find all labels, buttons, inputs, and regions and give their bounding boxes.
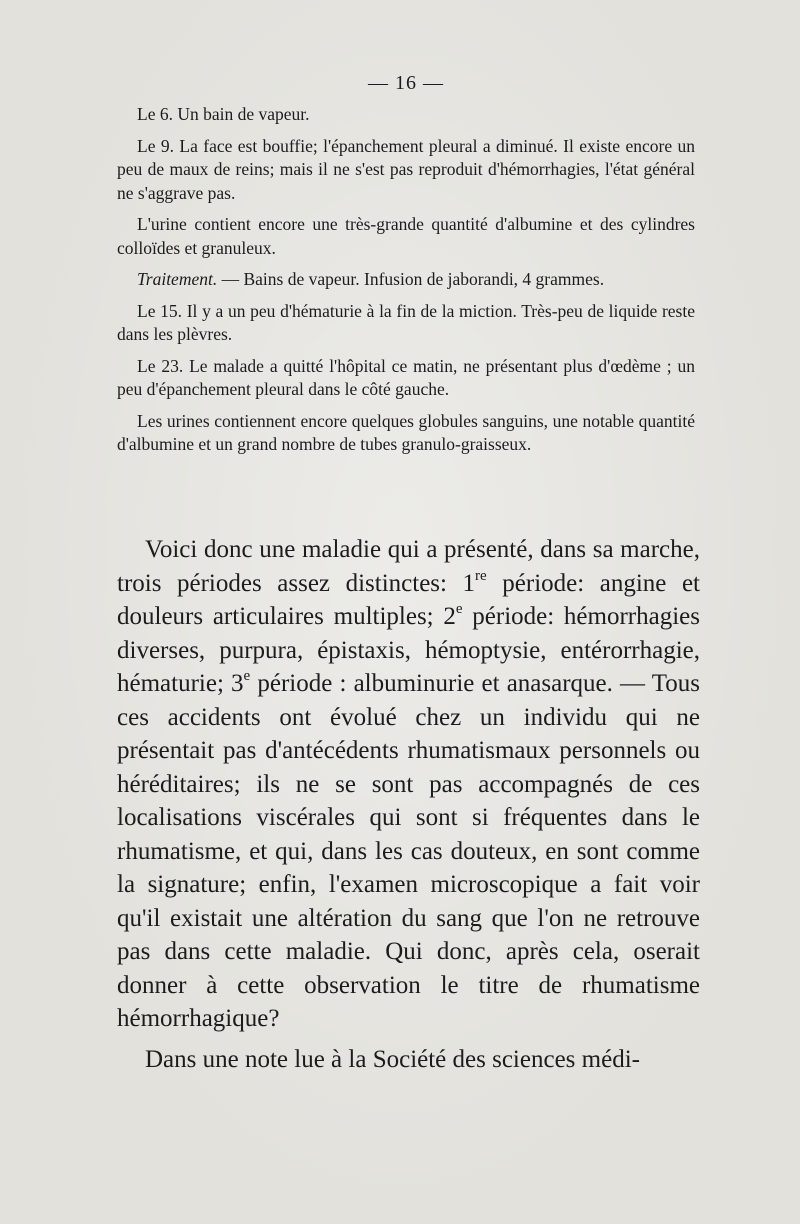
treatment-text: — Bains de vapeur. Infusion de jaborandi, 4 grammes. (217, 269, 605, 289)
note-day-23: Le 23. Le malade a quitté l'hôpital ce matin, ne présentant plus d'œdème ; un peu d'épanchement pleural dans le côté gauche. (117, 355, 695, 399)
ordinal-superscript: re (475, 567, 487, 584)
ordinal-superscript: e (243, 667, 251, 684)
body-text-segment: période: angine et douleurs articulaires multiples; 2 (117, 569, 701, 630)
note-urine: L'urine contient encore une très-grande quantité d'albumine et des cylindres colloïdes et granuleux. (117, 214, 695, 258)
note-day-9: Le 9. La face est bouffie; l'épanchement pleural a diminué. Il existe encore un peu de maux de reins; mais il ne s'est pas reproduit d'hémorrhagies, l'état général ne s'aggrave pas. (117, 135, 695, 203)
body-paragraph-1 (117, 533, 700, 1036)
body-text-segment: période : albuminurie et anasarque. — Tous ces accidents ont évolué chez un individu qui ne présentait pas d'antécédents rhumatismaux personnels ou héréditaires; ils ne se sont pas accompagnés de ces localisations viscérales qui sont si fréquentes dans le rhumatisme, et qui, dans les cas douteux, en sont comme la signature; enfin, l'examen microscopique a fait voir qu'il existait une altération du sang que l'on ne retrouve pas dans cette maladie. Qui donc, après cela, oserait donner à cette observation le titre de rhumatisme hémorrhagique? (117, 670, 700, 1032)
page-number: — 16 — (368, 72, 444, 94)
ordinal-superscript: e (455, 600, 463, 617)
note-day-6: Le 6. Un bain de vapeur. (137, 104, 310, 124)
treatment-label: Traitement. (137, 269, 218, 289)
note-day-15: Le 15. Il y a un peu d'hématurie à la fin de la miction. Très-peu de liquide reste dans les plèvres. (117, 300, 695, 344)
body-paragraph-2: Dans une note lue à la Société des sciences médi- (145, 1045, 640, 1073)
note-treatment (117, 268, 695, 292)
body-text-segment: période: hémorrhagies diverses, purpura, épistaxis, hémoptysie, entérorrhagie, hématurie; 3 (117, 603, 700, 697)
main-text (117, 533, 700, 1076)
case-notes (117, 103, 695, 465)
body-text-segment: Voici donc une maladie qui a présenté, dans sa marche, trois périodes assez distinctes: 1 (117, 536, 700, 597)
note-urines: Les urines contiennent encore quelques globules sanguins, une notable quantité d'albumine et un grand nombre de tubes granulo-graisseux. (117, 410, 695, 454)
